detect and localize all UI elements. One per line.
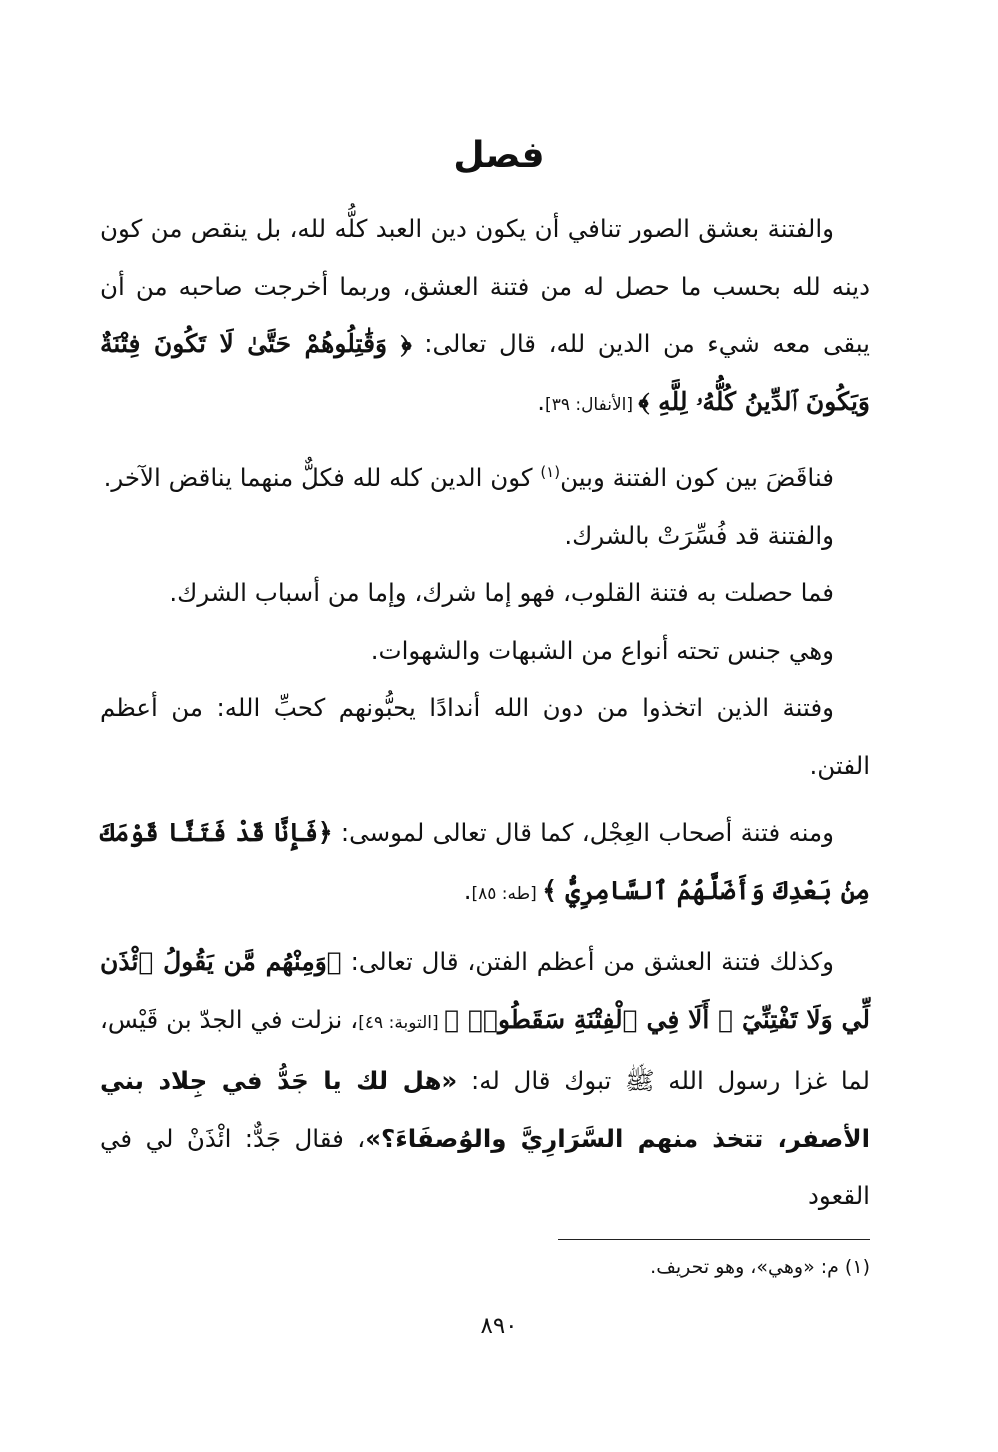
paragraph-text: ومنه فتنة أصحاب العِجْل، كما قال تعالى لموسى: bbox=[332, 818, 834, 848]
paragraph-8 bbox=[100, 933, 870, 1225]
paragraph-5: وهي جنس تحته أنواع من الشبهات والشهوات. bbox=[370, 635, 834, 665]
quran-verse: ﴿فَإِنَّا قَدْ فَتَنَّا قَوْمَكَ مِنۢ بَعْدِكَ وَأَضَلَّهُمُ ٱلسَّامِرِيُّ ﴾ bbox=[100, 818, 870, 905]
footnote-divider bbox=[558, 1239, 870, 1240]
verse-reference: [طه: ٨٥] bbox=[471, 883, 543, 904]
footnote: (١) م: «وهي»، وهو تحريف. bbox=[650, 1256, 870, 1278]
paragraph-3: والفتنة قد فُسِّرَتْ بالشرك. bbox=[564, 520, 834, 550]
footnote-marker: (١) bbox=[540, 463, 561, 481]
paragraph-text: ، نزلت في الجدّ بن قَيْس، لما غزا رسول الله ﷺ تبوك قال له: bbox=[100, 1004, 870, 1096]
main-text bbox=[100, 200, 870, 1225]
verse-reference: [الأنفال: ٣٩] bbox=[545, 394, 639, 415]
verse-reference: [التوبة: ٤٩] bbox=[358, 1012, 445, 1033]
paragraph-text: كون الدين كله لله فكلٌّ منهما يناقض الآخر. bbox=[103, 463, 541, 493]
paragraph-end: . bbox=[463, 875, 472, 905]
paragraph-1 bbox=[100, 200, 870, 434]
paragraph-end: . bbox=[537, 386, 546, 416]
hadith-quote: «هل لك يا جَدُّ في جِلاد بني الأصفر، تتخذ منهم السَّرَارِيَّ والوُصفَاءَ؟» bbox=[100, 1066, 870, 1153]
paragraph-text: فناقَضَ بين كون الفتنة وبين bbox=[560, 463, 834, 493]
section-heading: فصل bbox=[453, 135, 545, 176]
page-number: ٨٩٠ bbox=[480, 1313, 518, 1339]
paragraph-2 bbox=[100, 444, 870, 507]
paragraph-4: فما حصلت به فتنة القلوب، فهو إما شرك، وإما من أسباب الشرك. bbox=[169, 578, 834, 608]
paragraph-text: وكذلك فتنة العشق من أعظم الفتن، قال تعالى: bbox=[341, 947, 834, 977]
quran-verse: ﴿ وَقَٰتِلُوهُمْ حَتَّىٰ لَا تَكُونَ فِتْنَةٌ وَيَكُونَ ٱلدِّينُ كُلُّهُۥ لِلَّهِ ﴾ bbox=[100, 329, 870, 416]
paragraph-7 bbox=[100, 804, 870, 923]
paragraph-6: وفتنة الذين اتخذوا من دون الله أندادًا يحبُّونهم كحبِّ الله: من أعظم الفتن. bbox=[100, 693, 870, 780]
paragraph-text: ، فقال جَدٌّ: ائْذَنْ لي في القعود bbox=[100, 1123, 870, 1211]
paragraph-text: والفتنة بعشق الصور تنافي أن يكون دين العبد كلُّه لله، بل ينقص من كون دينه لله بحسب ما حصل له من فتنة العشق، وربما أخرجت صاحبه من أن يبقى معه شيء من الدين لله، قال تعالى: bbox=[100, 214, 870, 358]
quran-verse: ﴿وَمِنْهُم مَّن يَقُولُ ٱئْذَن لِّي وَلَا تَفْتِنِّيٓ ۚ أَلَا فِي ٱلْفِتْنَةِ سَقَطُوا۟ ﴾ bbox=[100, 947, 870, 1034]
